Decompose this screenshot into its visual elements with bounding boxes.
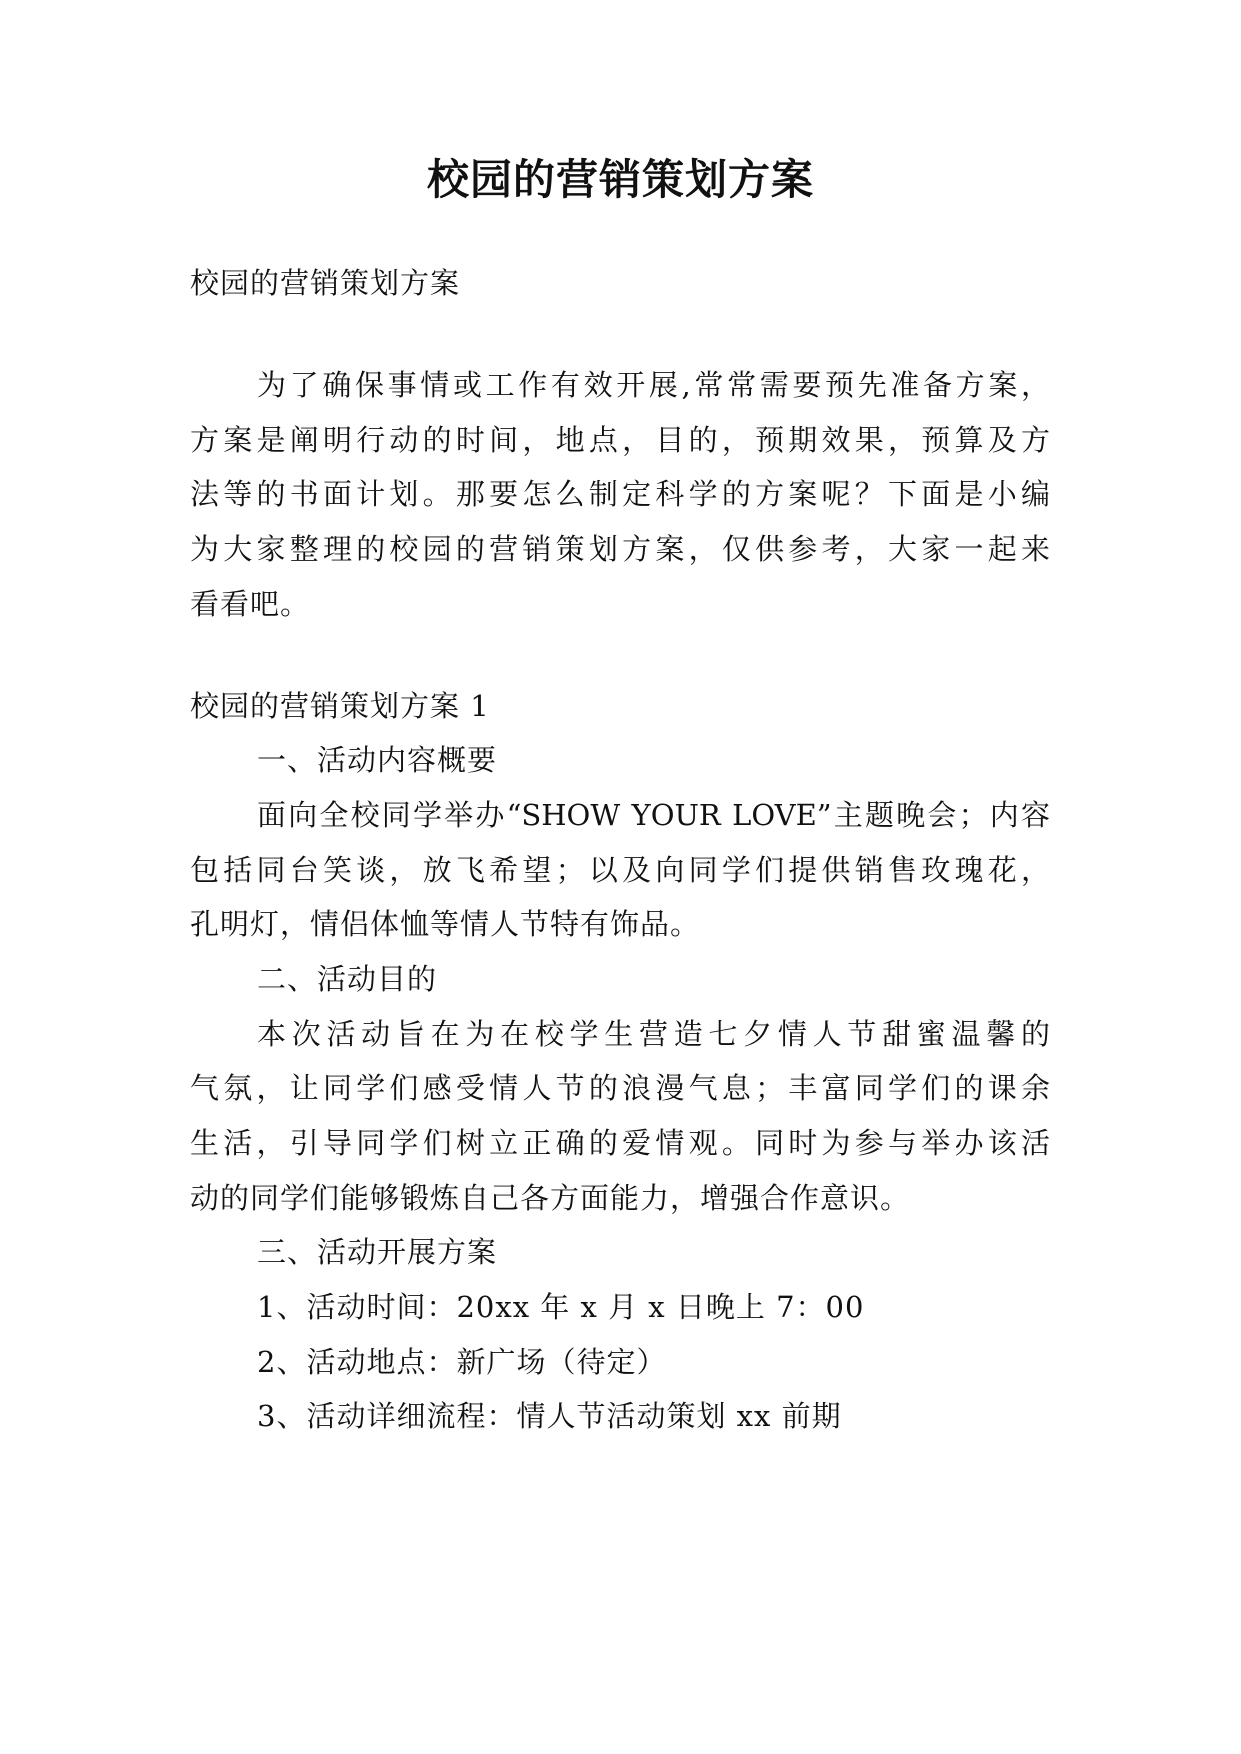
part-heading: 三、活动开展方案 xyxy=(257,1235,498,1269)
document-subtitle: 校园的营销策划方案 xyxy=(190,266,461,300)
paragraph-line: 动的同学们能够锻炼自己各方面能力，增强合作意识。 xyxy=(190,1181,911,1215)
paragraph-line: 面向全校同学举办“SHOW YOUR LOVE”主题晚会；内容 xyxy=(257,798,1050,832)
intro-line: 看看吧。 xyxy=(190,587,311,621)
document-title: 校园的营销策划方案 xyxy=(426,155,814,204)
section-heading: 校园的营销策划方案 1 xyxy=(190,689,490,723)
part-heading: 一、活动内容概要 xyxy=(257,743,498,777)
intro-line: 为大家整理的校园的营销策划方案，仅供参考，大家一起来 xyxy=(190,532,1050,566)
intro-line: 方案是阐明行动的时间，地点，目的，预期效果，预算及方 xyxy=(190,423,1050,457)
paragraph-line: 包括同台笑谈，放飞希望；以及向同学们提供销售玫瑰花， xyxy=(190,853,1050,887)
intro-line: 为了确保事情或工作有效开展,常常需要预先准备方案， xyxy=(257,368,1050,402)
intro-line: 法等的书面计划。那要怎么制定科学的方案呢？下面是小编 xyxy=(190,477,1050,511)
paragraph-line: 本次活动旨在为在校学生营造七夕情人节甜蜜温馨的 xyxy=(257,1017,1050,1051)
part-heading: 二、活动目的 xyxy=(257,962,438,996)
paragraph-line: 气氛，让同学们感受情人节的浪漫气息；丰富同学们的课余 xyxy=(190,1071,1050,1105)
paragraph-line: 孔明灯，情侣体恤等情人节特有饰品。 xyxy=(190,907,701,941)
list-item: 2、活动地点：新广场（待定） xyxy=(257,1345,667,1379)
paragraph-line: 生活，引导同学们树立正确的爱情观。同时为参与举办该活 xyxy=(190,1126,1050,1160)
list-item: 3、活动详细流程：情人节活动策划 xx 前期 xyxy=(257,1399,842,1433)
list-item: 1、活动时间：20xx 年 x 月 x 日晚上 7：00 xyxy=(257,1290,865,1324)
